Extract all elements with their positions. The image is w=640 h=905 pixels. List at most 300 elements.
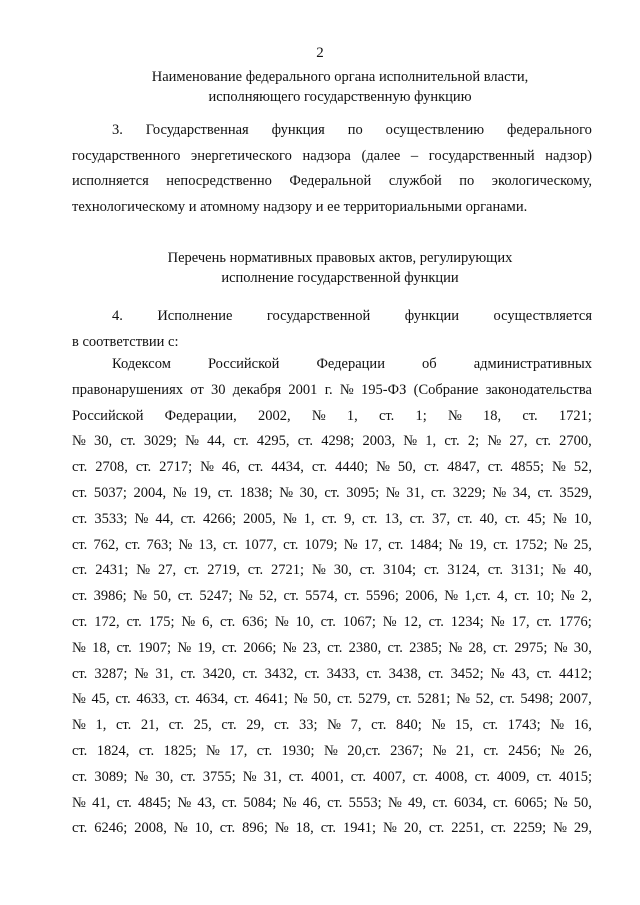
word: осуществляется xyxy=(493,308,592,324)
word: № xyxy=(282,639,297,656)
text-line xyxy=(72,429,592,455)
word: 43, xyxy=(197,794,216,811)
word: ст. xyxy=(72,820,88,837)
word: № xyxy=(177,639,192,656)
word: 1067; xyxy=(342,613,376,630)
word: ст. xyxy=(482,717,498,734)
word: ст. xyxy=(320,613,336,630)
word: 4855; xyxy=(511,459,545,476)
text-line xyxy=(72,378,592,404)
word: 5037; xyxy=(93,484,127,501)
word: 3529, xyxy=(559,484,592,501)
word: № xyxy=(551,562,566,579)
word: ст. xyxy=(221,639,238,656)
text-line xyxy=(72,455,592,481)
word: 2005, xyxy=(243,510,276,527)
word: № xyxy=(279,484,294,501)
word: 13, xyxy=(384,510,403,527)
word: 21, xyxy=(455,742,474,759)
word: 19, xyxy=(193,484,212,501)
word: 3104; xyxy=(383,562,417,579)
word: 1721; xyxy=(558,407,592,424)
word: 1, xyxy=(425,433,437,450)
word: № xyxy=(448,639,463,656)
word: ст. xyxy=(487,562,504,579)
word: № xyxy=(205,742,220,759)
text-line xyxy=(72,765,592,791)
word: 30, xyxy=(573,639,592,656)
word: 21, xyxy=(140,717,160,734)
word: ст. xyxy=(487,459,504,476)
word: № xyxy=(173,820,188,837)
word: № xyxy=(293,691,308,708)
word: 4295, xyxy=(256,433,290,450)
word: 6065; xyxy=(514,794,548,811)
word: 52, xyxy=(259,588,278,605)
word: 2001 xyxy=(288,381,318,398)
word: 1, xyxy=(95,717,107,734)
word: 762, xyxy=(93,536,119,553)
word: 30, xyxy=(94,433,113,450)
word: – xyxy=(410,147,419,164)
word: № xyxy=(553,639,568,656)
word: Кодексом xyxy=(112,356,171,372)
word: 4015; xyxy=(558,768,592,785)
word: 2385; xyxy=(409,639,443,656)
word: ст. xyxy=(311,459,328,476)
word: ст. xyxy=(115,691,131,708)
word: 50, xyxy=(397,459,416,476)
word: 636; xyxy=(242,613,268,630)
text-line xyxy=(72,636,592,662)
word: 3. xyxy=(112,122,123,138)
word: ст. xyxy=(297,433,314,450)
word: № xyxy=(282,510,297,527)
word: ст. xyxy=(233,433,249,450)
word: № xyxy=(172,484,187,501)
word: 2003, xyxy=(362,433,396,450)
word: 40, xyxy=(573,562,592,579)
word: ст. xyxy=(359,562,376,579)
word: 30 xyxy=(210,381,226,398)
word: 1907; xyxy=(138,639,172,656)
word: № xyxy=(376,459,390,476)
word: ст. xyxy=(283,588,299,605)
word: № xyxy=(447,407,462,424)
word: 17, xyxy=(511,613,530,630)
word: № xyxy=(444,588,459,605)
word: надзора xyxy=(302,147,351,164)
word: административных xyxy=(473,356,592,372)
word: 44, xyxy=(155,510,174,527)
word: № xyxy=(339,381,354,398)
word: № xyxy=(403,433,418,450)
word: 25, xyxy=(573,536,592,553)
word: ст. xyxy=(120,433,136,450)
text-line xyxy=(72,481,592,507)
word: 17, xyxy=(363,536,382,553)
word: 5553; xyxy=(348,794,382,811)
word: № xyxy=(552,459,566,476)
word: № xyxy=(487,433,502,450)
text-line xyxy=(72,533,592,559)
word: 2380, xyxy=(348,639,382,656)
word: функции xyxy=(404,308,460,324)
word: 1,ст. xyxy=(464,588,491,605)
word: № xyxy=(550,742,565,759)
text-line xyxy=(72,195,592,221)
word: 10, xyxy=(573,510,592,527)
word: ст. xyxy=(428,613,444,630)
word: 1, xyxy=(303,510,315,527)
word: ст. xyxy=(72,613,88,630)
word: ст. xyxy=(499,691,515,708)
word: ст. xyxy=(428,820,445,837)
word: ст. xyxy=(219,820,236,837)
word: ст. xyxy=(72,510,88,527)
word: ст. xyxy=(72,536,88,553)
word: Федерации xyxy=(316,356,385,372)
word: 50, xyxy=(573,794,592,811)
word: 2721; xyxy=(271,562,305,579)
heading-line: исполняющего государственную функцию xyxy=(208,89,472,105)
word: ст. xyxy=(116,794,132,811)
word: 2004, xyxy=(133,484,167,501)
word: 2431; xyxy=(95,562,129,579)
word: 3452; xyxy=(450,665,484,682)
word: 5574, xyxy=(305,588,338,605)
word: ст. xyxy=(180,768,196,785)
word: Исполнение xyxy=(157,308,233,324)
word: 10, xyxy=(194,820,213,837)
word: 5281; xyxy=(417,691,451,708)
word: № xyxy=(134,768,149,785)
word: ст. xyxy=(72,768,88,785)
word: 44, xyxy=(207,433,226,450)
word: № xyxy=(448,536,463,553)
text-line xyxy=(72,713,592,739)
word: № xyxy=(553,794,568,811)
word: ст. xyxy=(492,639,509,656)
word: 2002, xyxy=(257,407,291,424)
word: в соответствии с: xyxy=(72,333,179,350)
word: службой xyxy=(388,173,442,189)
word: 10; xyxy=(535,588,555,605)
word: ст. xyxy=(366,665,382,682)
word: ст. xyxy=(320,820,337,837)
word: 4266; xyxy=(203,510,237,527)
word: ст. xyxy=(177,588,194,605)
word: 1824, xyxy=(96,742,130,759)
word: ст. xyxy=(217,484,234,501)
word: 896; xyxy=(242,820,268,837)
word: Российской xyxy=(207,356,280,372)
word: г. xyxy=(324,381,333,398)
text-line xyxy=(72,662,592,688)
word: 4641; xyxy=(254,691,288,708)
word: ст. xyxy=(72,665,88,682)
text-line xyxy=(72,169,592,195)
word: № xyxy=(552,510,567,527)
word: функция xyxy=(271,122,325,138)
word: ст. xyxy=(72,588,88,605)
word: 4440; xyxy=(335,459,369,476)
word: ст. xyxy=(138,742,155,759)
word: исполняется xyxy=(72,173,149,189)
word: 4, xyxy=(496,588,508,605)
word: ст. xyxy=(457,510,473,527)
word: № xyxy=(560,588,575,605)
word: ст. xyxy=(126,613,142,630)
word: ст. xyxy=(221,794,238,811)
word: 3533; xyxy=(94,510,128,527)
word: 3287; xyxy=(94,665,128,682)
word: 2456; xyxy=(508,742,542,759)
word: 13, xyxy=(198,536,217,553)
word: ст. xyxy=(396,691,412,708)
word: 3432, xyxy=(264,665,298,682)
word: № xyxy=(200,459,214,476)
word: 3433, xyxy=(326,665,360,682)
word: Российской xyxy=(72,407,144,424)
word: ст. xyxy=(168,717,184,734)
word: 4009, xyxy=(496,768,530,785)
text-line xyxy=(72,584,592,610)
word: 4634, xyxy=(195,691,229,708)
word: № xyxy=(323,742,338,759)
word: 2700, xyxy=(559,433,592,450)
word: 3420, xyxy=(202,665,236,682)
word: ст. xyxy=(180,665,196,682)
word: законодательства xyxy=(485,381,592,398)
word: 1; xyxy=(415,407,427,424)
word: № xyxy=(343,536,358,553)
word: 3089; xyxy=(94,768,128,785)
word: Государственная xyxy=(145,122,249,138)
word: 34, xyxy=(512,484,531,501)
word: ст. xyxy=(535,433,551,450)
section-heading-regulatory-acts xyxy=(80,248,600,288)
word: 4633, xyxy=(136,691,169,708)
text-line xyxy=(72,507,592,533)
word: 16, xyxy=(573,717,592,734)
word: 18, xyxy=(482,407,502,424)
heading-line: Наименование федерального органа исполнительной власти, xyxy=(151,69,529,85)
word: 172, xyxy=(94,613,120,630)
word: ст. xyxy=(362,510,378,527)
word: ст. xyxy=(184,562,200,579)
word: правонарушениях xyxy=(72,381,183,398)
word: 31, xyxy=(263,768,282,785)
word: 2975; xyxy=(514,639,548,656)
word: ст. xyxy=(274,717,290,734)
word: 30, xyxy=(333,562,352,579)
word: от xyxy=(190,381,204,398)
word: по xyxy=(347,122,363,138)
word: ст. xyxy=(72,562,88,579)
word: 43, xyxy=(511,665,530,682)
word: ст. xyxy=(283,536,299,553)
heading-line: Перечень нормативных правовых актов, регулирующих xyxy=(167,250,513,266)
word: 12, xyxy=(403,613,422,630)
word: № xyxy=(185,433,199,450)
word: 3124, xyxy=(447,562,480,579)
word: 20, xyxy=(403,820,422,837)
word: 29, xyxy=(573,820,592,837)
word: государственный xyxy=(428,147,535,164)
word: № xyxy=(553,536,568,553)
word: № xyxy=(492,484,507,501)
word: 19, xyxy=(197,639,216,656)
word: Федеральной xyxy=(289,173,372,189)
word: 45; xyxy=(527,510,546,527)
word: № xyxy=(387,794,402,811)
word: 2367; xyxy=(390,742,424,759)
word: ст. xyxy=(536,613,552,630)
word: 30, xyxy=(155,768,174,785)
word: Федерации, xyxy=(164,407,237,424)
word: 10, xyxy=(295,613,314,630)
word: ст. xyxy=(324,484,340,501)
word: ст. xyxy=(492,794,509,811)
word: экологическому, xyxy=(491,173,592,189)
word: 28, xyxy=(468,639,487,656)
word: № xyxy=(136,562,151,579)
word: 4007, xyxy=(373,768,406,785)
word: 1776; xyxy=(558,613,592,630)
word: 26, xyxy=(573,742,592,759)
word: № xyxy=(72,639,86,656)
word: (далее xyxy=(361,147,401,164)
word: 3029; xyxy=(143,433,177,450)
word: ст. xyxy=(371,717,387,734)
word: 50, xyxy=(153,588,172,605)
word: ст. xyxy=(337,691,353,708)
word: ст. xyxy=(536,768,552,785)
word: № xyxy=(133,588,147,605)
word: ст. xyxy=(522,407,538,424)
word: 19, xyxy=(468,536,487,553)
word: 3095; xyxy=(346,484,380,501)
word: 5279, xyxy=(358,691,391,708)
word: 2066; xyxy=(243,639,277,656)
word: 4847, xyxy=(447,459,480,476)
word: 5498; xyxy=(520,691,554,708)
word: 2006, xyxy=(405,588,438,605)
word: ст. xyxy=(428,665,444,682)
word: 2007, xyxy=(559,691,592,708)
word: 1743; xyxy=(507,717,541,734)
word: № xyxy=(274,820,289,837)
word: 4434, xyxy=(271,459,304,476)
word: ст. xyxy=(321,510,338,527)
word: 2008, xyxy=(134,820,167,837)
word: 27, xyxy=(509,433,528,450)
word: 18, xyxy=(92,639,111,656)
word: 1930; xyxy=(281,742,315,759)
word: ст. xyxy=(327,794,343,811)
word: 6246; xyxy=(94,820,128,837)
word: № xyxy=(385,484,400,501)
word: 4001, xyxy=(311,768,344,785)
word: ст. xyxy=(256,742,273,759)
word: № xyxy=(431,717,446,734)
word: 4298; xyxy=(321,433,355,450)
word: осуществлению xyxy=(385,122,485,138)
word: об xyxy=(422,356,437,372)
word: 27, xyxy=(157,562,177,579)
word: 40, xyxy=(479,510,498,527)
word: 3438, xyxy=(388,665,422,682)
word: ст. xyxy=(344,588,360,605)
word: 6034, xyxy=(453,794,487,811)
word: 175; xyxy=(148,613,175,630)
word: 25, xyxy=(193,717,212,734)
word: ст. xyxy=(304,665,320,682)
word: № xyxy=(432,742,447,759)
word: 1234; xyxy=(450,613,484,630)
word: ст. xyxy=(430,484,447,501)
word: 4412; xyxy=(558,665,592,682)
word: № xyxy=(72,794,86,811)
word: 29, xyxy=(246,717,265,734)
word: ст. xyxy=(116,639,132,656)
word: 17, xyxy=(229,742,248,759)
word: ст. xyxy=(536,665,552,682)
word: ст. xyxy=(247,459,264,476)
word: надзор) xyxy=(545,147,592,164)
word: 195-ФЗ xyxy=(361,381,407,398)
word: ст. xyxy=(423,562,440,579)
word: № xyxy=(274,613,289,630)
word: № xyxy=(72,433,86,450)
word: № xyxy=(382,613,397,630)
word: 20,ст. xyxy=(347,742,381,759)
word: ст. xyxy=(72,484,88,501)
word: государственной xyxy=(266,308,371,324)
word: ст. xyxy=(222,536,239,553)
word: 52, xyxy=(475,691,494,708)
word: (Собрание xyxy=(413,381,479,398)
word: № xyxy=(311,407,326,424)
word: ст. xyxy=(288,768,305,785)
word: 3131; xyxy=(510,562,545,579)
text-line xyxy=(72,816,592,842)
word: 31, xyxy=(155,665,174,682)
word: 840; xyxy=(396,717,422,734)
word: 4845; xyxy=(138,794,172,811)
word: № xyxy=(242,768,257,785)
word: ст. xyxy=(242,665,258,682)
word: ст. xyxy=(504,510,521,527)
word: ст. xyxy=(115,717,132,734)
word: ст. xyxy=(514,588,530,605)
word: ст. xyxy=(423,459,440,476)
word: ст. xyxy=(387,639,403,656)
word: 763; xyxy=(146,536,173,553)
word: ст. xyxy=(483,742,499,759)
word: № xyxy=(181,613,196,630)
word: 23, xyxy=(302,639,321,656)
word: федерального xyxy=(506,122,592,138)
word: ст. xyxy=(432,794,448,811)
word: 1079; xyxy=(304,536,338,553)
word: № xyxy=(383,820,397,837)
word: ст. xyxy=(72,459,88,476)
word: 2251, xyxy=(451,820,484,837)
text-line xyxy=(72,687,592,713)
word: 1077, xyxy=(244,536,277,553)
